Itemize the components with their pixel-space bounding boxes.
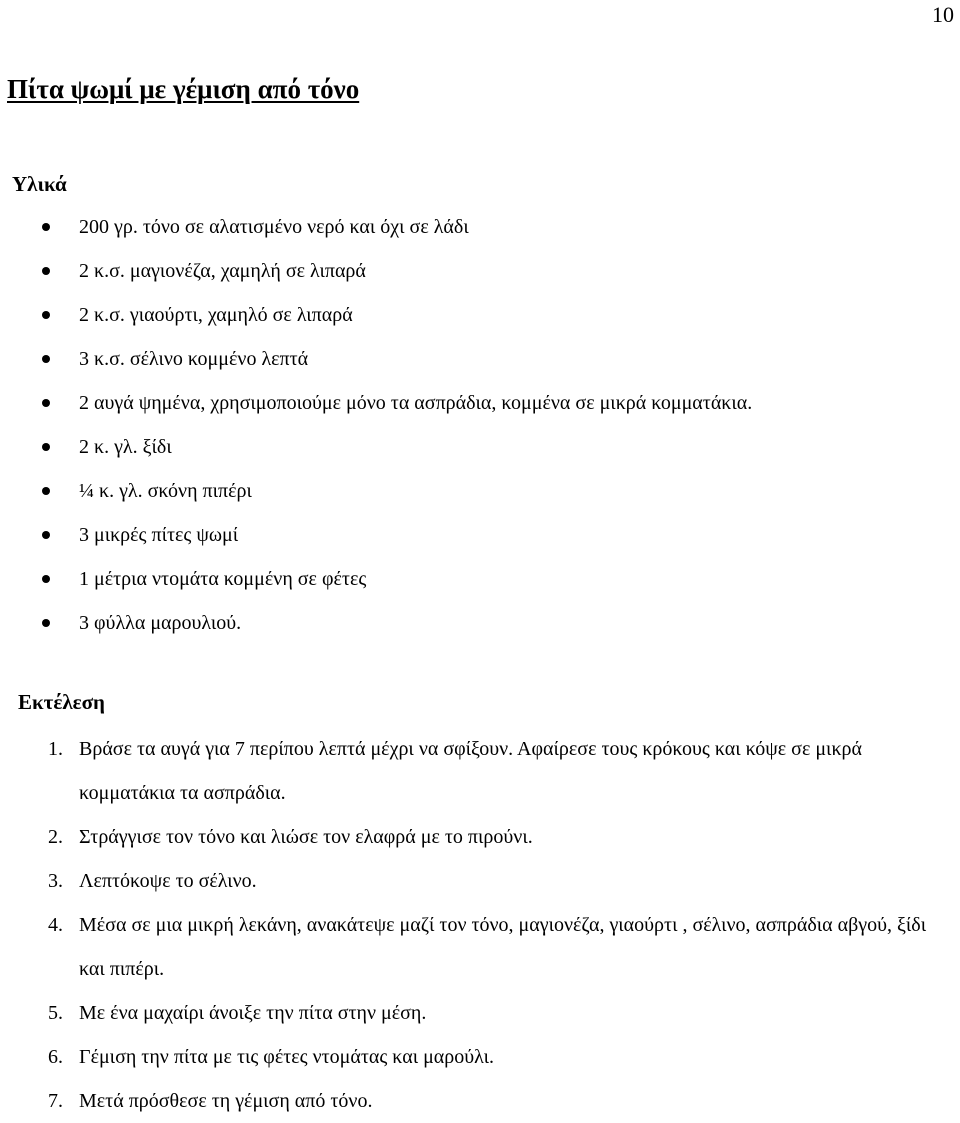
bullet-icon xyxy=(42,267,50,275)
bullet-icon xyxy=(42,619,50,627)
ingredient-item xyxy=(0,425,752,469)
ingredient-text: 2 αυγά ψημένα, χρησιμοποιούμε μόνο τα ασπράδια, κομμένα σε μικρά κομματάκια. xyxy=(79,392,753,414)
step-number: 5. xyxy=(48,1002,63,1024)
ingredient-text: ¼ κ. γλ. σκόνη πιπέρι xyxy=(79,480,252,502)
step-number: 2. xyxy=(48,826,63,848)
step-text: Με ένα μαχαίρι άνοιξε την πίτα στην μέση. xyxy=(79,1002,427,1024)
ingredient-text: 3 μικρές πίτες ψωμί xyxy=(79,524,239,546)
ingredient-item xyxy=(0,205,752,249)
ingredient-text: 2 κ.σ. γιαούρτι, χαμηλό σε λιπαρά xyxy=(79,304,353,326)
ingredient-item xyxy=(0,601,752,645)
ingredient-text: 2 κ.σ. μαγιονέζα, χαμηλή σε λιπαρά xyxy=(79,260,366,282)
bullet-icon xyxy=(42,311,50,319)
step-text: Βράσε τα αυγά για 7 περίπου λεπτά μέχρι να σφίξουν. Αφαίρεσε τους κρόκους και κόψε σε μικρά κομματάκια τα ασπράδια. xyxy=(79,738,862,804)
bullet-icon xyxy=(42,443,50,451)
ingredient-item xyxy=(0,381,752,425)
method-step xyxy=(0,903,960,991)
ingredients-heading: Υλικά xyxy=(12,172,67,196)
ingredient-text: 200 γρ. τόνο σε αλατισμένο νερό και όχι σε λάδι xyxy=(79,216,469,238)
bullet-icon xyxy=(42,531,50,539)
ingredient-item xyxy=(0,337,752,381)
page-number: 10 xyxy=(932,2,954,27)
ingredient-item xyxy=(0,249,752,293)
bullet-icon xyxy=(42,355,50,363)
bullet-icon xyxy=(42,399,50,407)
method-step xyxy=(0,1035,960,1079)
recipe-title: Πίτα ψωμί με γέμιση από τόνο xyxy=(7,74,360,104)
method-steps-list xyxy=(0,727,960,1123)
method-step xyxy=(0,859,960,903)
ingredient-item xyxy=(0,469,752,513)
step-text: Λεπτόκοψε το σέλινο. xyxy=(79,870,257,892)
step-number: 7. xyxy=(48,1090,63,1112)
step-number: 4. xyxy=(48,914,63,936)
ingredient-text: 3 κ.σ. σέλινο κομμένο λεπτά xyxy=(79,348,309,370)
method-step xyxy=(0,727,960,815)
method-heading: Εκτέλεση xyxy=(18,690,105,714)
method-step xyxy=(0,991,960,1035)
bullet-icon xyxy=(42,223,50,231)
method-step xyxy=(0,1079,960,1123)
ingredient-text: 2 κ. γλ. ξίδι xyxy=(79,436,172,458)
ingredients-list xyxy=(0,205,752,645)
ingredient-item xyxy=(0,293,752,337)
step-text: Στράγγισε τον τόνο και λιώσε τον ελαφρά με το πιρούνι. xyxy=(79,826,533,848)
ingredient-item xyxy=(0,557,752,601)
step-number: 1. xyxy=(48,738,63,760)
method-step xyxy=(0,815,960,859)
bullet-icon xyxy=(42,575,50,583)
step-text: Μέσα σε μια μικρή λεκάνη, ανακάτεψε μαζί τον τόνο, μαγιονέζα, γιαούρτι , σέλινο, ασπράδια αβγού, ξίδι και πιπέρι. xyxy=(79,914,927,980)
step-text: Μετά πρόσθεσε τη γέμιση από τόνο. xyxy=(79,1090,373,1112)
step-text: Γέμιση την πίτα με τις φέτες ντομάτας και μαρούλι. xyxy=(79,1046,494,1068)
bullet-icon xyxy=(42,487,50,495)
ingredient-item xyxy=(0,513,752,557)
ingredient-text: 1 μέτρια ντομάτα κομμένη σε φέτες xyxy=(79,568,367,590)
step-number: 3. xyxy=(48,870,63,892)
ingredient-text: 3 φύλλα μαρουλιού. xyxy=(79,612,242,634)
step-number: 6. xyxy=(48,1046,63,1068)
